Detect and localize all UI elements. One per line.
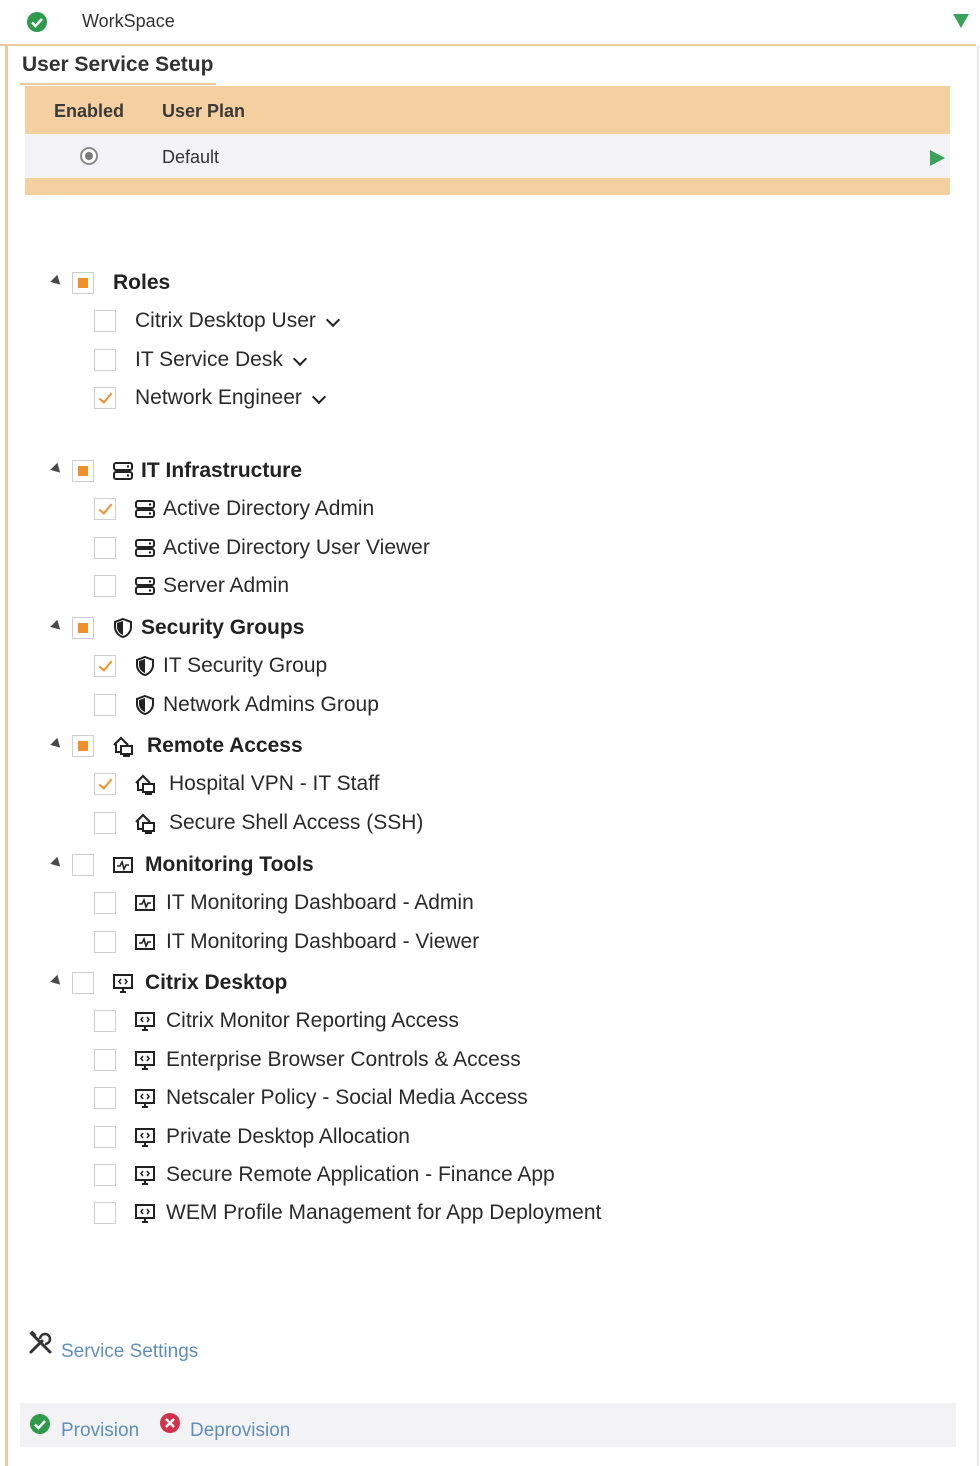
play-arrow-icon[interactable] xyxy=(930,150,945,166)
category-checkbox[interactable] xyxy=(72,972,94,994)
list-item[interactable]: Citrix Monitor Reporting Access xyxy=(166,1009,459,1033)
workspace-selector[interactable] xyxy=(0,0,976,46)
item-checkbox[interactable] xyxy=(94,892,116,914)
user-plan-cell: Default xyxy=(162,147,220,167)
close-circle-icon[interactable] xyxy=(159,1412,181,1434)
shield-icon xyxy=(112,617,134,639)
item-checkbox[interactable] xyxy=(94,694,116,716)
category-label: Remote Access xyxy=(147,734,303,757)
shield-icon xyxy=(134,694,156,716)
list-item[interactable]: IT Monitoring Dashboard - Viewer xyxy=(166,929,480,953)
item-checkbox[interactable] xyxy=(94,773,116,795)
workspace-title: WorkSpace xyxy=(82,11,175,31)
list-item[interactable]: Private Desktop Allocation xyxy=(166,1124,410,1148)
tools-icon xyxy=(28,1330,54,1356)
item-checkbox[interactable] xyxy=(94,931,116,953)
desktop-icon xyxy=(134,1164,156,1186)
list-item[interactable]: Active Directory Admin xyxy=(163,497,375,521)
item-checkbox[interactable] xyxy=(94,655,116,677)
list-item[interactable]: IT Monitoring Dashboard - Admin xyxy=(166,891,474,915)
remote-home-icon xyxy=(134,773,156,795)
category-checkbox[interactable] xyxy=(72,735,94,757)
shield-icon xyxy=(134,655,156,677)
remote-home-icon xyxy=(112,735,134,757)
item-checkbox[interactable] xyxy=(94,1126,116,1148)
category-checkbox[interactable] xyxy=(72,617,94,639)
item-checkbox[interactable] xyxy=(94,537,116,559)
item-checkbox[interactable] xyxy=(94,498,116,520)
desktop-icon xyxy=(134,1126,156,1148)
category-label: Roles xyxy=(113,271,171,294)
item-checkbox[interactable] xyxy=(94,575,116,597)
server-icon xyxy=(134,537,156,559)
item-checkbox[interactable] xyxy=(94,812,116,834)
list-item[interactable]: WEM Profile Management for App Deployment xyxy=(166,1201,602,1225)
list-item[interactable]: IT Service Desk xyxy=(135,347,283,371)
list-item[interactable]: Network Admins Group xyxy=(163,692,379,716)
item-checkbox[interactable] xyxy=(94,1164,116,1186)
list-item[interactable]: Active Directory User Viewer xyxy=(163,535,430,559)
enabled-radio[interactable] xyxy=(80,147,98,165)
category-checkbox[interactable] xyxy=(72,460,94,482)
category-label: Security Groups xyxy=(141,616,305,639)
server-icon xyxy=(134,575,156,597)
category-label: Monitoring Tools xyxy=(145,853,314,876)
column-header-user-plan: User Plan xyxy=(162,101,246,121)
item-checkbox[interactable] xyxy=(94,1202,116,1224)
server-icon xyxy=(134,498,156,520)
desktop-icon xyxy=(134,1010,156,1032)
category-checkbox[interactable] xyxy=(72,272,94,294)
list-item[interactable]: Hospital VPN - IT Staff xyxy=(169,772,380,796)
plan-table-footer xyxy=(25,178,950,195)
list-item[interactable]: Enterprise Browser Controls & Access xyxy=(166,1047,521,1071)
service-settings-link[interactable]: Service Settings xyxy=(61,1341,199,1362)
monitor-chart-icon xyxy=(134,931,156,953)
provision-button[interactable]: Provision xyxy=(61,1420,140,1441)
list-item[interactable]: Citrix Desktop User xyxy=(135,309,316,333)
server-icon xyxy=(112,460,134,482)
desktop-icon xyxy=(134,1202,156,1224)
item-checkbox[interactable] xyxy=(94,387,116,409)
list-item[interactable]: Netscaler Policy - Social Media Access xyxy=(166,1086,528,1110)
category-checkbox[interactable] xyxy=(72,854,94,876)
list-item[interactable]: IT Security Group xyxy=(163,654,328,678)
list-item[interactable]: Secure Shell Access (SSH) xyxy=(169,810,424,834)
triangle-down-icon[interactable] xyxy=(953,14,969,28)
desktop-icon xyxy=(134,1049,156,1071)
desktop-icon xyxy=(112,972,134,994)
column-header-enabled: Enabled xyxy=(54,101,125,121)
list-item[interactable]: Network Engineer xyxy=(135,386,302,410)
monitor-chart-icon xyxy=(112,854,134,876)
item-checkbox[interactable] xyxy=(94,349,116,371)
list-item[interactable]: Secure Remote Application - Finance App xyxy=(166,1163,555,1186)
monitor-chart-icon xyxy=(134,892,156,914)
remote-home-icon xyxy=(134,812,156,834)
item-checkbox[interactable] xyxy=(94,1010,116,1032)
category-label: IT Infrastructure xyxy=(141,459,303,482)
list-item[interactable]: Server Admin xyxy=(163,574,290,598)
check-circle-icon[interactable] xyxy=(29,1413,51,1435)
check-circle-icon xyxy=(26,11,48,33)
section-title: User Service Setup xyxy=(22,53,214,76)
item-checkbox[interactable] xyxy=(94,310,116,332)
item-checkbox[interactable] xyxy=(94,1087,116,1109)
desktop-icon xyxy=(134,1087,156,1109)
title-divider xyxy=(20,83,216,85)
category-label: Citrix Desktop xyxy=(145,971,288,994)
item-checkbox[interactable] xyxy=(94,1049,116,1071)
deprovision-button[interactable]: Deprovision xyxy=(190,1420,291,1441)
